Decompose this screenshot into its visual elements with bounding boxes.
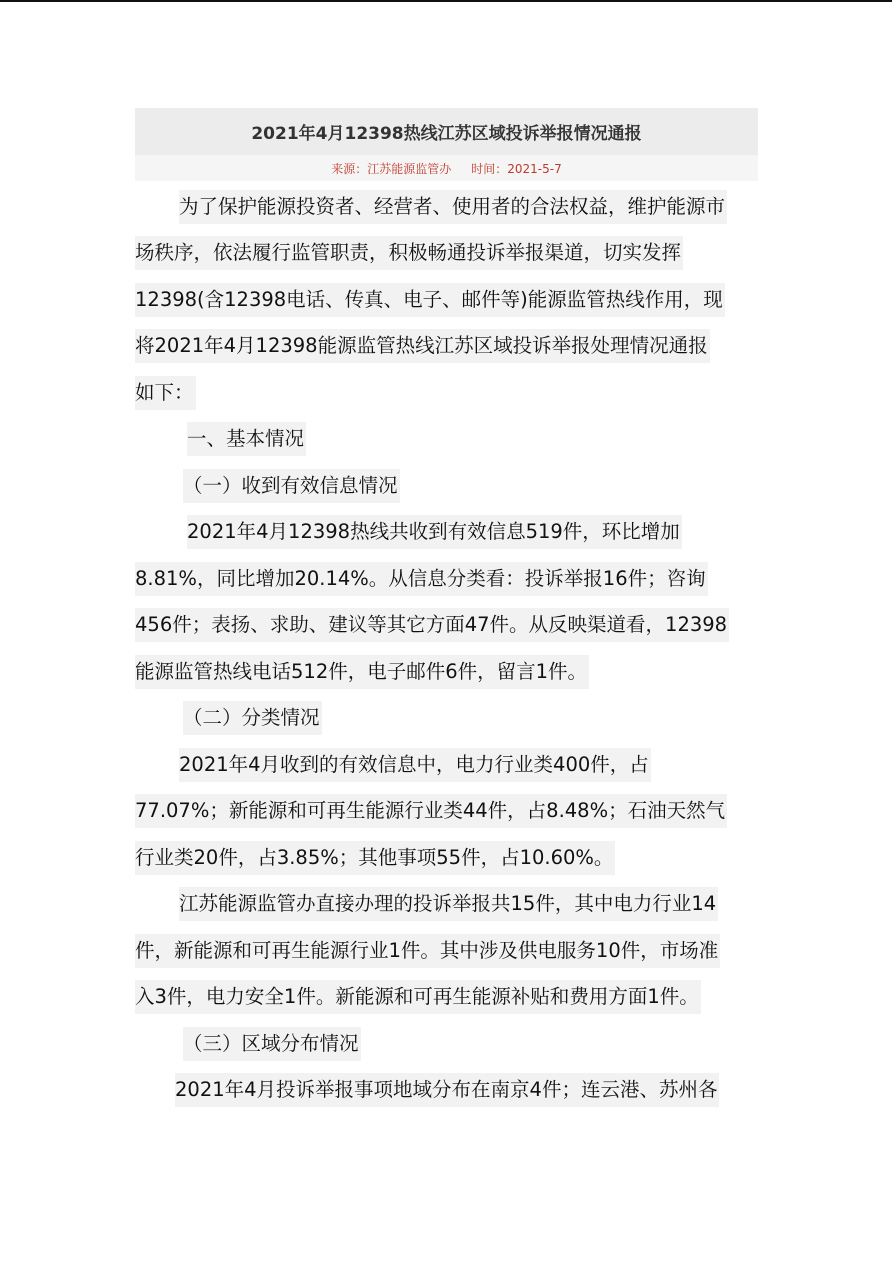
section-heading: 一、基本情况 <box>135 416 758 463</box>
source-label: 来源：江苏能源监管办 <box>331 161 452 176</box>
paragraph-line: 8.81%，同比增加20.14%。从信息分类看：投诉举报16件；咨询 <box>135 555 758 602</box>
paragraph-line: 能源监管热线电话512件，电子邮件6件，留言1件。 <box>135 648 758 695</box>
paragraph-line: 将2021年4月12398能源监管热线江苏区域投诉举报处理情况通报 <box>135 323 758 370</box>
paragraph-line: 入3件，电力安全1件。新能源和可再生能源补贴和费用方面1件。 <box>135 974 758 1021</box>
page-top-border <box>0 0 892 2</box>
paragraph-line: 江苏能源监管办直接办理的投诉举报共15件，其中电力行业14 <box>135 881 758 928</box>
paragraph-line: 件，新能源和可再生能源行业1件。其中涉及供电服务10件，市场准 <box>135 927 758 974</box>
article-meta <box>135 155 758 181</box>
paragraph-line: 456件；表扬、求助、建议等其它方面47件。从反映渠道看，12398 <box>135 602 758 649</box>
paragraph-line: 2021年4月投诉举报事项地域分布在南京4件；连云港、苏州各 <box>135 1067 758 1114</box>
article-body <box>135 183 758 1113</box>
page-title: 2021年4月12398热线江苏区域投诉举报情况通报 <box>251 124 642 144</box>
subsection-heading: （二）分类情况 <box>135 695 758 742</box>
paragraph-line: 为了保护能源投资者、经营者、使用者的合法权益，维护能源市 <box>135 183 758 230</box>
paragraph-line: 如下： <box>135 369 758 416</box>
paragraph-line: 行业类20件，占3.85%；其他事项55件，占10.60%。 <box>135 834 758 881</box>
subsection-heading: （一）收到有效信息情况 <box>135 462 758 509</box>
paragraph-line: 2021年4月收到的有效信息中，电力行业类400件，占 <box>135 741 758 788</box>
paragraph-line: 场秩序，依法履行监管职责，积极畅通投诉举报渠道，切实发挥 <box>135 230 758 277</box>
time-label: 时间：2021-5-7 <box>471 161 562 176</box>
paragraph-line: 12398(含12398电话、传真、电子、邮件等)能源监管热线作用，现 <box>135 276 758 323</box>
paragraph-line: 77.07%；新能源和可再生能源行业类44件，占8.48%；石油天然气 <box>135 788 758 835</box>
title-band <box>135 108 758 155</box>
paragraph-line: 2021年4月12398热线共收到有效信息519件，环比增加 <box>135 509 758 556</box>
subsection-heading: （三）区域分布情况 <box>135 1020 758 1067</box>
